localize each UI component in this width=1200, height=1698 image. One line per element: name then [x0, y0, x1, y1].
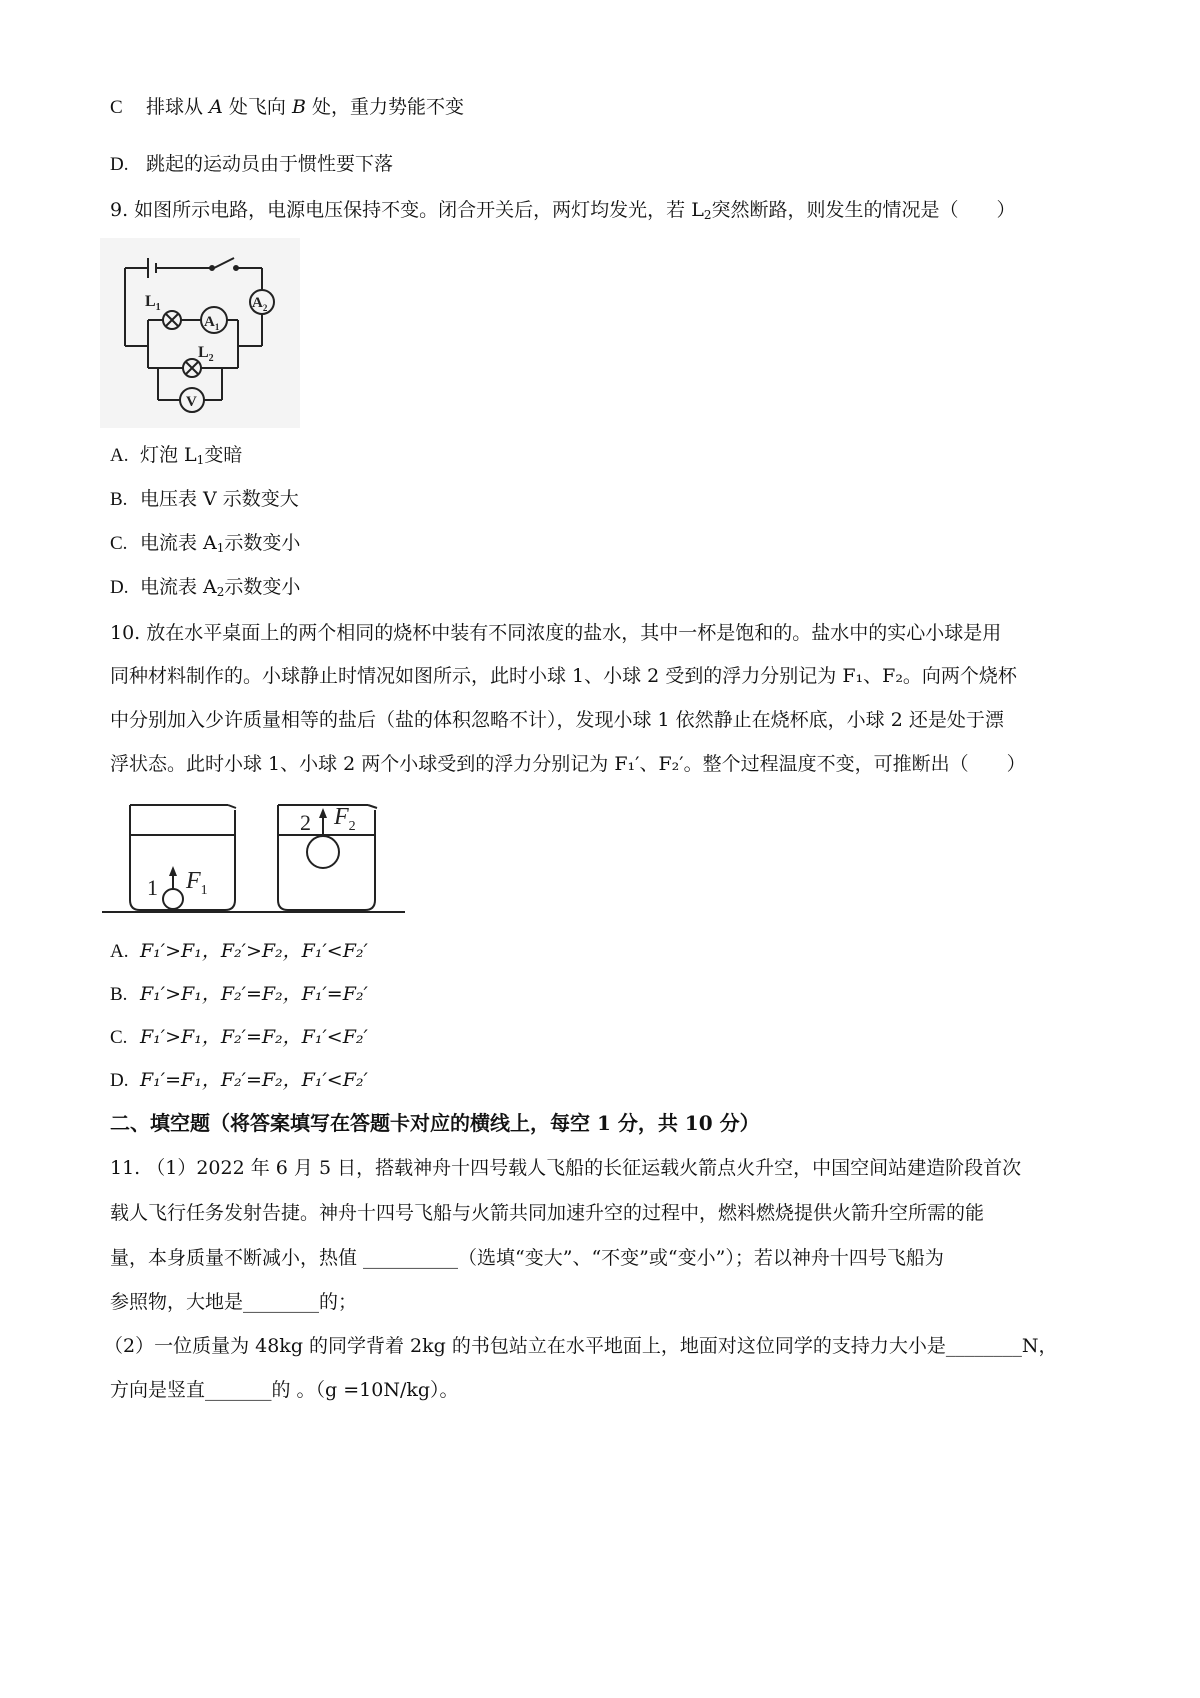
- v-label: V: [186, 394, 197, 410]
- point-a: A: [209, 96, 223, 118]
- q10-stem-line-2: 同种材料制作的。小球静止时情况如图所示，此时小球 1、小球 2 受到的浮力分别记为 F₁、F₂。向两个烧杯: [110, 665, 1017, 687]
- option-text: 处飞向: [228, 96, 286, 118]
- option-text: 示数变小: [224, 576, 301, 598]
- option-label: A.: [110, 445, 129, 466]
- circuit-diagram: [100, 238, 300, 428]
- q9-option-c: [110, 529, 300, 558]
- q9-option-d: [110, 573, 300, 602]
- option-text: F₁′>F₁，F₂′=F₂，F₁′<F₂′: [140, 1026, 368, 1048]
- question-text: 突然断路，则发生的情况是（ ）: [711, 199, 1016, 221]
- q8-option-d: [110, 150, 393, 179]
- question-text: 9. 如图所示电路，电源电压保持不变。闭合开关后，两灯均发光，若 L: [110, 199, 704, 221]
- option-label: D.: [110, 577, 129, 598]
- q8-option-c: [110, 93, 464, 122]
- option-label: B.: [110, 489, 128, 510]
- option-text: 示数变小: [224, 532, 301, 554]
- option-label: C.: [110, 533, 128, 554]
- option-label: A.: [110, 941, 129, 962]
- q10-stem-line-3: 中分别加入少许质量相等的盐后（盐的体积忽略不计），发现小球 1 依然静止在烧杯底，小球 2 还是处于漂: [110, 709, 1004, 731]
- subscript: 1: [216, 541, 225, 555]
- l1-label: $L_1$: [145, 293, 161, 313]
- q10-option-d: [110, 1066, 368, 1095]
- l2-label: $L_2$: [198, 344, 214, 364]
- q10-stem-line-1: 10. 放在水平桌面上的两个相同的烧杯中装有不同浓度的盐水，其中一杯是饱和的。盐水中的实心小球是用: [110, 622, 1002, 644]
- q9-option-b: [110, 485, 299, 514]
- option-label: C: [110, 97, 123, 118]
- option-text: 灯泡 L: [140, 444, 197, 466]
- q10-option-a: [110, 937, 368, 966]
- subscript: 1: [196, 453, 205, 467]
- subscript: 2: [703, 208, 712, 222]
- option-label: B.: [110, 984, 128, 1005]
- option-text: 跳起的运动员由于惯性要下落: [146, 153, 394, 175]
- subscript: 2: [216, 585, 225, 599]
- q11-line-1: 11. （1）2022 年 6 月 5 日，搭载神舟十四号载人飞船的长征运载火箭点火升空，中国空间站建造阶段首次: [110, 1157, 1022, 1179]
- option-text: 电流表 A: [140, 532, 217, 554]
- ball2-force: $F_2$: [334, 804, 356, 834]
- q11-line-4: 参照物，大地是________的；: [110, 1291, 358, 1313]
- option-text: 电压表 V 示数变大: [140, 488, 299, 510]
- q11-line-3: 量，本身质量不断减小，热值 __________（选填“变大”、“不变”或“变小”）；若以神舟十四号飞船为: [110, 1247, 944, 1269]
- option-text: F₁′>F₁，F₂′=F₂，F₁′=F₂′: [140, 983, 368, 1005]
- q11-line-5: （2）一位质量为 48kg 的同学背着 2kg 的书包站立在水平地面上，地面对这位同学的支持力大小是________N，: [104, 1335, 1058, 1357]
- ball1-force: $F_1$: [186, 868, 208, 898]
- q11-line-2: 载人飞行任务发射告捷。神舟十四号飞船与火箭共同加速升空的过程中，燃料燃烧提供火箭升空所需的能: [110, 1202, 985, 1224]
- q10-stem-line-4: 浮状态。此时小球 1、小球 2 两个小球受到的浮力分别记为 F₁′、F₂′。整个过程温度不变，可推断出（ ）: [110, 753, 1026, 775]
- option-text: 电流表 A: [140, 576, 217, 598]
- q10-option-b: [110, 980, 368, 1009]
- q11-line-6: 方向是竖直_______的 。（g =10N/kg）。: [110, 1379, 459, 1401]
- section-title: 二、填空题（将答案填写在答题卡对应的横线上，每空 1 分，共 10 分）: [110, 1111, 760, 1135]
- option-text: 变暗: [204, 444, 243, 466]
- option-label: D.: [110, 154, 129, 175]
- option-text: F₁′=F₁，F₂′=F₂，F₁′<F₂′: [140, 1069, 368, 1091]
- point-b: B: [291, 96, 306, 118]
- option-text: 处，重力势能不变: [311, 96, 464, 118]
- option-text: 排球从: [146, 96, 204, 118]
- a1-label: $A_1$: [204, 314, 220, 332]
- q9-stem: [110, 196, 1015, 224]
- option-text: F₁′>F₁，F₂′>F₂，F₁′<F₂′: [140, 940, 368, 962]
- q9-option-a: [110, 441, 242, 470]
- q10-option-c: [110, 1023, 368, 1052]
- option-label: C.: [110, 1027, 128, 1048]
- option-label: D.: [110, 1070, 129, 1091]
- a2-label: $A_2$: [252, 295, 268, 313]
- beakers-diagram: [100, 800, 410, 920]
- ball2-number: 2: [300, 810, 311, 835]
- ball1-number: 1: [147, 875, 158, 900]
